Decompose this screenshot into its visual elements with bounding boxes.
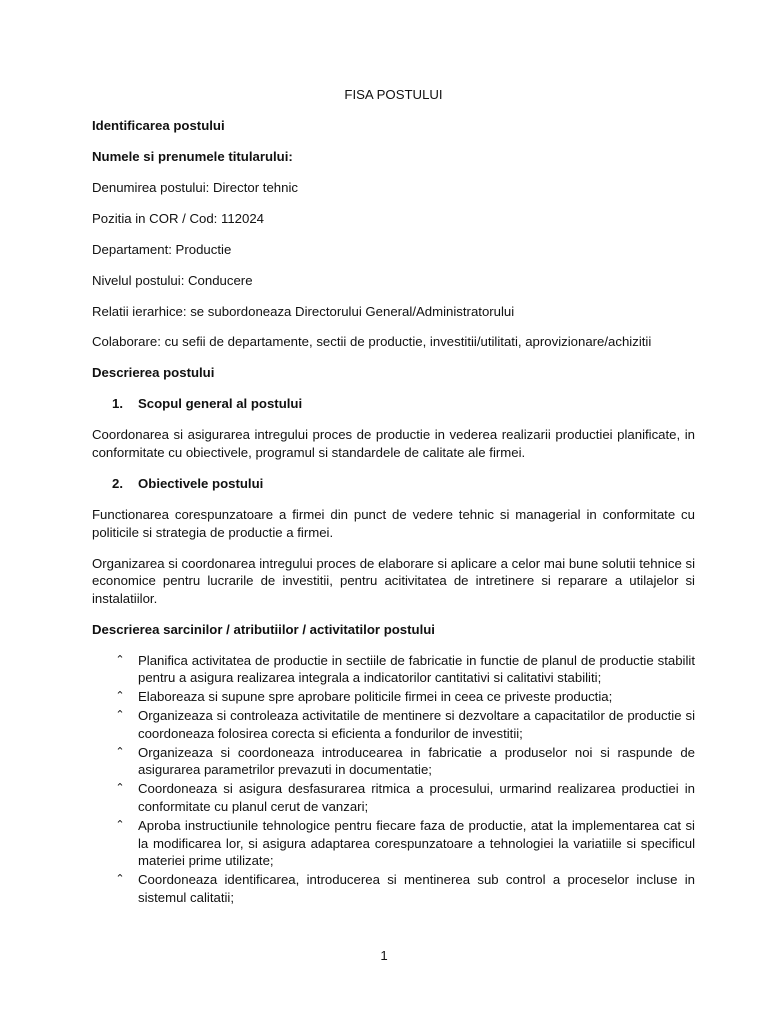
section-1-title: Scopul general al postului [138, 396, 303, 412]
list-item-text: Planifica activitatea de productie in sectiile de fabricatie in functie de planul de productie stabilit pentru a asigura realizarea integrala a indicatorilor cantitativi si calitativi stabiliti; [138, 652, 695, 686]
section-2-paragraph-1: Functionarea corespunzatoare a firmei din punct de vedere tehnic si managerial in conformitate cu politicile si strategia de productie a firmei. [92, 507, 695, 540]
document-body [92, 86, 695, 908]
list-item-text: Coordoneaza identificarea, introducerea si mentinerea sub control a proceselor incluse in sistemul calitatii; [138, 872, 695, 905]
section-2-title: Obiectivele postului [138, 476, 264, 492]
caret-up-icon: ⌃ [115, 873, 125, 886]
caret-up-icon: ⌃ [115, 653, 125, 666]
caret-up-icon: ⌃ [115, 690, 125, 703]
list-item-text: Organizeaza si coordoneaza introducearea in fabricatie a produselor noi si raspunde de asigurarea parametrilor prevazuti in documentatie; [138, 744, 695, 778]
tasks-list [114, 652, 695, 907]
field-cor-code: Pozitia in COR / Cod: 112024 [92, 210, 265, 226]
list-item-text: Elaboreaza si supune spre aprobare politicile firmei in ceea ce priveste productia; [138, 689, 613, 705]
document-title: FISA POSTULUI [344, 87, 443, 102]
field-job-level: Nivelul postului: Conducere [92, 272, 253, 288]
list-item-text: Coordoneaza si asigura desfasurarea ritmica a procesului, urmarind realizarea productiei in conformitate cu planul cerut de vanzari; [138, 781, 695, 815]
list-item [114, 688, 695, 706]
list-item [114, 707, 695, 742]
caret-up-icon: ⌃ [115, 745, 125, 758]
caret-up-icon: ⌃ [115, 819, 125, 832]
field-holder-name: Numele si prenumele titularului: [92, 148, 293, 164]
list-item-text: Organizeaza si controleaza activitatile de mentinere si dezvoltare a capacitatilor de productie si coordoneaza folosirea corecta si eficienta a fondurilor de investitii; [138, 708, 695, 741]
list-item [114, 817, 695, 870]
section-1-number: 1. [112, 396, 123, 412]
section-1-text: Coordonarea si asigurarea intregului proces de productie in vederea realizarii productiei planificate, in conformitate cu obiectivele, programul si standardele de calitate ale firmei. [92, 427, 695, 461]
section-2-paragraph-2: Organizarea si coordonarea intregului proces de elaborare si aplicare a celor mai bune solutii tehnice si economice pentru lucrarile de investitii, pentru acitivitatea de intretinere si reparare a utilajelor si instalatiilor. [92, 555, 695, 606]
section-2-number: 2. [112, 476, 123, 492]
list-item [114, 652, 695, 687]
list-item [114, 780, 695, 815]
field-job-title: Denumirea postului: Director tehnic [92, 179, 298, 195]
field-collaboration: Colaborare: cu sefii de departamente, sectii de productie, investitii/utilitati, aprovizionare/achizitii [92, 334, 652, 350]
identification-heading: Identificarea postului [92, 117, 225, 133]
page-number: 1 [380, 948, 388, 963]
section-2-heading [112, 475, 695, 493]
caret-up-icon: ⌃ [115, 709, 125, 722]
caret-up-icon: ⌃ [115, 782, 125, 795]
description-heading: Descrierea postului [92, 365, 215, 381]
field-hierarchy: Relatii ierarhice: se subordoneaza Directorului General/Administratorului [92, 303, 515, 319]
tasks-heading: Descrierea sarcinilor / atributiilor / activitatilor postului [92, 621, 435, 637]
section-1-heading [112, 395, 695, 413]
list-item-text: Aproba instructiunile tehnologice pentru fiecare faza de productie, atat la implementarea cat si la modificarea lor, si asigura adaptarea corespunzatoare a tehnologiei la variatiile si specificul materiei prime utilizate; [138, 818, 695, 869]
list-item [114, 744, 695, 779]
field-department: Departament: Productie [92, 241, 232, 257]
list-item [114, 871, 695, 906]
